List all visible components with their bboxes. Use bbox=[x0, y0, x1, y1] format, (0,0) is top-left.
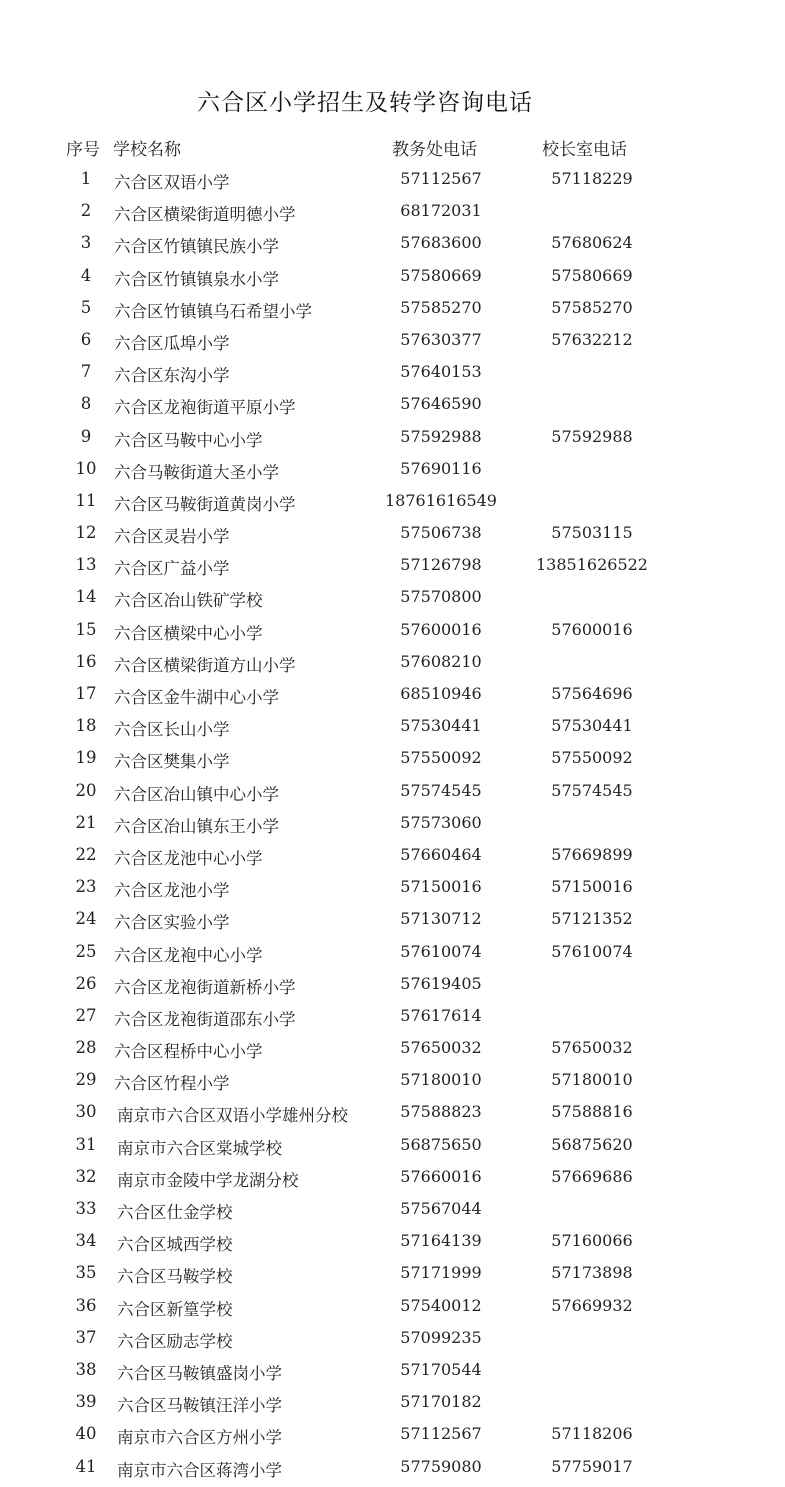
principal-phone: 57503115 bbox=[551, 523, 633, 543]
row-number: 31 bbox=[75, 1134, 97, 1154]
principal-phone: 57118206 bbox=[551, 1424, 633, 1444]
row-number: 24 bbox=[75, 909, 97, 929]
row-number: 19 bbox=[75, 748, 97, 768]
office-phone: 57650032 bbox=[400, 1038, 482, 1058]
row-number: 39 bbox=[75, 1392, 97, 1412]
school-name: 六合马鞍街道大圣小学 bbox=[114, 462, 279, 482]
principal-phone: 57585270 bbox=[551, 297, 633, 317]
school-name: 六合区实验小学 bbox=[114, 913, 230, 933]
table-row bbox=[0, 294, 785, 326]
header-office-phone: 教务处电话 bbox=[392, 140, 477, 160]
table-row bbox=[0, 841, 785, 873]
school-name: 六合区仕金学校 bbox=[117, 1203, 233, 1222]
row-number: 14 bbox=[75, 587, 97, 607]
row-number: 6 bbox=[80, 329, 92, 349]
table-row bbox=[0, 1034, 785, 1066]
row-number: 26 bbox=[75, 973, 97, 993]
school-name: 六合区竹程小学 bbox=[114, 1074, 230, 1094]
school-name: 六合区龙袍街道邵东小学 bbox=[114, 1009, 296, 1029]
row-number: 37 bbox=[75, 1327, 97, 1347]
table-row bbox=[0, 519, 785, 551]
office-phone: 57640153 bbox=[400, 362, 482, 382]
school-name: 六合区樊集小学 bbox=[114, 752, 230, 772]
table-row bbox=[0, 744, 785, 776]
row-number: 17 bbox=[75, 684, 97, 703]
school-name: 六合区龙袍街道新桥小学 bbox=[114, 977, 296, 997]
table-row bbox=[0, 1420, 785, 1452]
table-row bbox=[0, 616, 785, 648]
office-phone: 57540012 bbox=[400, 1295, 482, 1315]
table-row bbox=[0, 938, 785, 970]
table-row bbox=[0, 873, 785, 905]
row-number: 21 bbox=[75, 812, 97, 832]
principal-phone: 57118229 bbox=[551, 169, 633, 188]
school-name: 南京市六合区双语小学雄州分校 bbox=[117, 1106, 348, 1126]
office-phone: 57683600 bbox=[400, 233, 482, 253]
office-phone: 57164139 bbox=[400, 1231, 482, 1251]
table-row bbox=[0, 809, 785, 841]
table-row bbox=[0, 1324, 785, 1356]
principal-phone: 57550092 bbox=[551, 748, 633, 768]
office-phone: 57099235 bbox=[400, 1327, 482, 1347]
table-row bbox=[0, 390, 785, 422]
principal-phone: 57574545 bbox=[551, 780, 633, 800]
page-title: 六合区小学招生及转学咨询电话 bbox=[197, 90, 533, 116]
principal-phone: 57530441 bbox=[551, 716, 633, 736]
school-name: 六合区马鞍镇盛岗小学 bbox=[117, 1363, 282, 1383]
school-name: 南京市金陵中学龙湖分校 bbox=[117, 1170, 299, 1190]
header-number: 序号 bbox=[66, 140, 100, 160]
office-phone: 57610074 bbox=[400, 941, 482, 961]
school-name: 六合区程桥中心小学 bbox=[114, 1042, 263, 1062]
row-number: 11 bbox=[75, 490, 97, 510]
table-row bbox=[0, 970, 785, 1002]
row-number: 32 bbox=[75, 1166, 97, 1186]
school-name: 六合区励志学校 bbox=[117, 1331, 233, 1351]
school-name: 六合区龙池小学 bbox=[114, 881, 230, 901]
office-phone: 57585270 bbox=[400, 297, 482, 317]
principal-phone: 57564696 bbox=[551, 684, 633, 703]
office-phone: 57171999 bbox=[400, 1263, 482, 1283]
table-row bbox=[0, 455, 785, 487]
principal-phone: 57588816 bbox=[551, 1102, 633, 1122]
row-number: 22 bbox=[75, 844, 97, 864]
school-name: 六合区竹镇镇民族小学 bbox=[114, 237, 279, 257]
school-name: 六合区马鞍中心小学 bbox=[114, 430, 263, 450]
school-name: 六合区长山小学 bbox=[114, 720, 230, 740]
table-row bbox=[0, 1098, 785, 1130]
table-row bbox=[0, 1163, 785, 1195]
principal-phone: 57160066 bbox=[551, 1231, 633, 1251]
row-number: 12 bbox=[75, 523, 97, 543]
office-phone: 57112567 bbox=[400, 169, 482, 188]
row-number: 9 bbox=[80, 426, 92, 446]
principal-phone: 57669686 bbox=[551, 1166, 633, 1186]
school-name: 六合区冶山镇东王小学 bbox=[114, 816, 279, 836]
row-number: 20 bbox=[75, 780, 97, 800]
row-number: 3 bbox=[80, 233, 92, 253]
school-name: 南京市六合区方州小学 bbox=[117, 1428, 282, 1448]
row-number: 29 bbox=[75, 1070, 97, 1090]
office-phone: 57588823 bbox=[400, 1102, 482, 1122]
school-table bbox=[0, 165, 785, 1485]
table-row bbox=[0, 487, 785, 519]
school-name: 六合区冶山镇中心小学 bbox=[114, 784, 279, 804]
school-name: 六合区城西学校 bbox=[117, 1235, 233, 1255]
school-name: 六合区马鞍镇汪洋小学 bbox=[117, 1396, 282, 1416]
office-phone: 57130712 bbox=[400, 909, 482, 929]
office-phone: 57574545 bbox=[400, 780, 482, 800]
office-phone: 57646590 bbox=[400, 394, 482, 414]
row-number: 7 bbox=[80, 362, 92, 382]
table-row bbox=[0, 1292, 785, 1324]
office-phone: 57180010 bbox=[400, 1070, 482, 1090]
table-row bbox=[0, 712, 785, 744]
row-number: 23 bbox=[75, 877, 97, 897]
office-phone: 57506738 bbox=[400, 523, 482, 543]
row-number: 36 bbox=[75, 1295, 97, 1315]
table-row bbox=[0, 648, 785, 680]
office-phone: 57608210 bbox=[400, 651, 482, 671]
office-phone: 57150016 bbox=[400, 877, 482, 897]
office-phone: 57530441 bbox=[400, 716, 482, 736]
table-row bbox=[0, 197, 785, 229]
principal-phone: 57592988 bbox=[551, 426, 633, 446]
table-header bbox=[0, 135, 785, 159]
office-phone: 57619405 bbox=[400, 973, 482, 993]
principal-phone: 57150016 bbox=[551, 877, 633, 897]
office-phone: 57170544 bbox=[400, 1359, 482, 1379]
office-phone: 57617614 bbox=[400, 1005, 482, 1025]
row-number: 30 bbox=[75, 1102, 97, 1122]
row-number: 4 bbox=[80, 265, 92, 285]
office-phone: 68172031 bbox=[400, 201, 482, 221]
office-phone: 57567044 bbox=[400, 1199, 482, 1218]
principal-phone: 57180010 bbox=[551, 1070, 633, 1090]
table-row bbox=[0, 680, 785, 712]
school-name: 六合区横梁街道明德小学 bbox=[114, 205, 296, 225]
principal-phone: 57759017 bbox=[551, 1456, 633, 1476]
office-phone: 57570800 bbox=[400, 587, 482, 607]
school-name: 六合区灵岩小学 bbox=[114, 527, 230, 547]
table-row bbox=[0, 1195, 785, 1227]
row-number: 27 bbox=[75, 1005, 97, 1025]
table-row bbox=[0, 326, 785, 358]
school-name: 南京市六合区蒋湾小学 bbox=[117, 1460, 282, 1480]
school-name: 六合区冶山铁矿学校 bbox=[114, 591, 263, 611]
office-phone: 18761616549 bbox=[385, 490, 497, 510]
school-name: 六合区龙袍街道平原小学 bbox=[114, 398, 296, 418]
principal-phone: 57121352 bbox=[551, 909, 633, 929]
school-name: 六合区横梁中心小学 bbox=[114, 623, 263, 643]
school-name: 六合区马鞍街道黄岗小学 bbox=[114, 494, 296, 514]
table-row bbox=[0, 229, 785, 261]
row-number: 16 bbox=[75, 651, 97, 671]
row-number: 38 bbox=[75, 1359, 97, 1379]
principal-phone: 57632212 bbox=[551, 329, 633, 349]
office-phone: 56875650 bbox=[400, 1134, 482, 1154]
row-number: 40 bbox=[75, 1424, 97, 1444]
table-row bbox=[0, 777, 785, 809]
office-phone: 68510946 bbox=[400, 684, 482, 703]
principal-phone: 57600016 bbox=[551, 619, 633, 639]
table-row bbox=[0, 1227, 785, 1259]
office-phone: 57630377 bbox=[400, 329, 482, 349]
principal-phone: 56875620 bbox=[551, 1134, 633, 1154]
school-name: 六合区横梁街道方山小学 bbox=[114, 655, 296, 675]
table-row bbox=[0, 1388, 785, 1420]
office-phone: 57690116 bbox=[400, 458, 482, 478]
school-name: 六合区竹镇镇泉水小学 bbox=[114, 269, 279, 289]
office-phone: 57112567 bbox=[400, 1424, 482, 1444]
row-number: 28 bbox=[75, 1038, 97, 1058]
header-principal-phone: 校长室电话 bbox=[542, 140, 627, 160]
office-phone: 57592988 bbox=[400, 426, 482, 446]
school-name: 六合区龙袍中心小学 bbox=[114, 945, 263, 965]
principal-phone: 57580669 bbox=[551, 265, 633, 285]
row-number: 13 bbox=[75, 555, 97, 575]
row-number: 2 bbox=[80, 201, 92, 221]
row-number: 15 bbox=[75, 619, 97, 639]
row-number: 5 bbox=[80, 297, 92, 317]
row-number: 33 bbox=[75, 1199, 97, 1218]
office-phone: 57580669 bbox=[400, 265, 482, 285]
row-number: 1 bbox=[80, 169, 92, 188]
header-school-name: 学校名称 bbox=[113, 140, 181, 160]
table-row bbox=[0, 262, 785, 294]
office-phone: 57600016 bbox=[400, 619, 482, 639]
school-name: 六合区东沟小学 bbox=[114, 366, 230, 386]
school-name: 六合区瓜埠小学 bbox=[114, 333, 230, 353]
table-row bbox=[0, 423, 785, 455]
table-row bbox=[0, 1356, 785, 1388]
school-name: 六合区金牛湖中心小学 bbox=[114, 688, 279, 707]
table-row bbox=[0, 1259, 785, 1291]
table-row bbox=[0, 1131, 785, 1163]
principal-phone: 57680624 bbox=[551, 233, 633, 253]
office-phone: 57126798 bbox=[400, 555, 482, 575]
principal-phone: 57669932 bbox=[551, 1295, 633, 1315]
principal-phone: 57173898 bbox=[551, 1263, 633, 1283]
table-row bbox=[0, 1066, 785, 1098]
row-number: 25 bbox=[75, 941, 97, 961]
school-name: 南京市六合区棠城学校 bbox=[117, 1138, 282, 1158]
school-name: 六合区双语小学 bbox=[114, 173, 230, 192]
table-row bbox=[0, 1002, 785, 1034]
school-name: 六合区新篁学校 bbox=[117, 1299, 233, 1319]
principal-phone: 57650032 bbox=[551, 1038, 633, 1058]
school-name: 六合区广益小学 bbox=[114, 559, 230, 579]
row-number: 41 bbox=[75, 1456, 97, 1476]
row-number: 10 bbox=[75, 458, 97, 478]
office-phone: 57759080 bbox=[400, 1456, 482, 1476]
row-number: 18 bbox=[75, 716, 97, 736]
office-phone: 57573060 bbox=[400, 812, 482, 832]
table-row bbox=[0, 358, 785, 390]
office-phone: 57660464 bbox=[400, 844, 482, 864]
table-row bbox=[0, 583, 785, 615]
school-name: 六合区马鞍学校 bbox=[117, 1267, 233, 1287]
table-row bbox=[0, 551, 785, 583]
school-name: 六合区竹镇镇乌石希望小学 bbox=[114, 301, 312, 321]
row-number: 34 bbox=[75, 1231, 97, 1251]
table-row bbox=[0, 905, 785, 937]
row-number: 8 bbox=[80, 394, 92, 414]
school-name: 六合区龙池中心小学 bbox=[114, 848, 263, 868]
principal-phone: 13851626522 bbox=[536, 555, 648, 575]
principal-phone: 57610074 bbox=[551, 941, 633, 961]
office-phone: 57170182 bbox=[400, 1392, 482, 1412]
table-row bbox=[0, 1453, 785, 1485]
table-row bbox=[0, 165, 785, 197]
office-phone: 57550092 bbox=[400, 748, 482, 768]
office-phone: 57660016 bbox=[400, 1166, 482, 1186]
principal-phone: 57669899 bbox=[551, 844, 633, 864]
row-number: 35 bbox=[75, 1263, 97, 1283]
